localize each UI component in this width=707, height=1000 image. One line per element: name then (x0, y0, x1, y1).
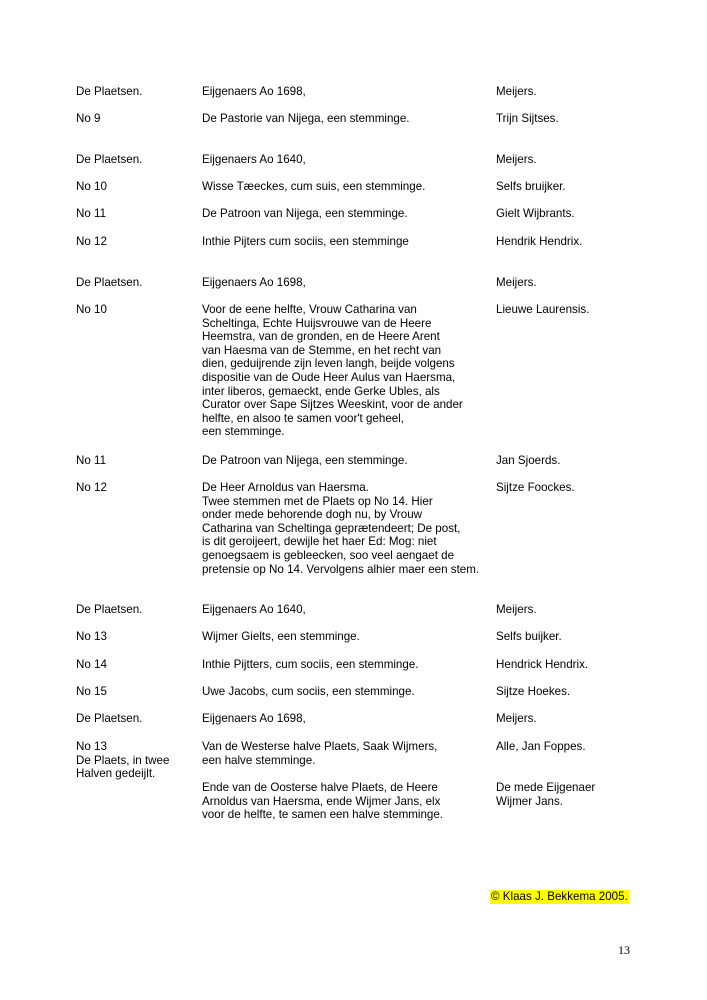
place-cell: No 10 (76, 180, 107, 193)
place-cell: De Plaetsen. (76, 712, 143, 725)
tenant-cell: Sijtze Hoekes. (496, 685, 571, 698)
place-cell: No 12 (76, 481, 107, 494)
tenant-cell: Sijtze Foockes. (496, 481, 575, 494)
owner-cell: De Patroon van Nijega, een stemminge. (202, 207, 408, 220)
owner-cell: Inthie Pijters cum sociis, een stemminge (202, 235, 409, 248)
tenant-cell: Meijers. (496, 712, 537, 725)
place-cell: No 13 (76, 630, 107, 643)
owner-cell: Eijgenaers Ao 1640, (202, 153, 306, 166)
place-cell: No 14 (76, 658, 107, 671)
owner-cell: Eijgenaers Ao 1698, (202, 712, 306, 725)
place-cell: No 12 (76, 235, 107, 248)
tenant-cell: Gielt Wijbrants. (496, 207, 575, 220)
tenant-cell: Meijers. (496, 85, 537, 98)
owner-cell: Wijmer Gielts, een stemminge. (202, 630, 360, 643)
tenant-cell: Selfs bruijker. (496, 180, 566, 193)
place-cell: No 10 (76, 303, 107, 316)
place-cell: No 11 (76, 454, 107, 467)
owner-cell: De Patroon van Nijega, een stemminge. (202, 454, 408, 467)
place-cell: De Plaetsen. (76, 276, 143, 289)
tenant-cell: Meijers. (496, 603, 537, 616)
owner-cell: Eijgenaers Ao 1698, (202, 276, 306, 289)
owner-cell: Eijgenaers Ao 1640, (202, 603, 306, 616)
place-cell: No 13 De Plaets, in twee Halven gedeijlt. (76, 740, 170, 781)
tenant-cell: Selfs buijker. (496, 630, 562, 643)
copyright-notice: © Klaas J. Bekkema 2005. (491, 890, 628, 903)
owner-cell: Eijgenaers Ao 1698, (202, 85, 306, 98)
place-cell: No 11 (76, 207, 107, 220)
place-cell: De Plaetsen. (76, 153, 143, 166)
tenant-cell: Meijers. (496, 276, 537, 289)
tenant-cell: Lieuwe Laurensis. (496, 303, 590, 316)
place-cell: No 15 (76, 685, 107, 698)
owner-cell: Inthie Pijtters, cum sociis, een stemminge. (202, 658, 419, 671)
owner-cell: Van de Westerse halve Plaets, Saak Wijmers, een halve stemminge. (202, 740, 438, 767)
owner-cell: De Heer Arnoldus van Haersma. Twee stemmen met de Plaets op No 14. Hier onder mede behorende dogh nu, by Vrouw Catharina van Scheltinga geprætendeert; De post, is dit geroijeert, dewijle het haer Ed: Mog: niet genoegsaem is gebleecken, soo veel aengaet de pretensie op No 14. Vervolgens alhier maer een stem. (202, 481, 480, 576)
place-cell: No 9 (76, 112, 101, 125)
owner-cell: Ende van de Oosterse halve Plaets, de Heere Arnoldus van Haersma, ende Wijmer Jans, elx voor de helfte, te samen een halve stemminge. (202, 781, 444, 822)
tenant-cell: Hendrick Hendrix. (496, 658, 589, 671)
place-cell: De Plaetsen. (76, 603, 143, 616)
tenant-cell: Meijers. (496, 153, 537, 166)
tenant-cell: Jan Sjoerds. (496, 454, 561, 467)
tenant-cell: Hendrik Hendrix. (496, 235, 583, 248)
page-number: 13 (618, 943, 630, 957)
owner-cell: Voor de eene helfte, Vrouw Catharina van Scheltinga, Echte Huijsvrouwe van de Heere Heemstra, van de gronden, en de Heere Arent van Haesma van de Stemme, en het recht van dien, geduijrende zijn leven langh, beijde volgens dispositie van de Oude Heer Aulus van Haersma, inter liberos, gemaeckt, ende Gerke Ubles, als Curator over Sape Sijtzes Weeskint, voor de ander helfte, en alsoo te samen voor't geheel, een stemminge. (202, 303, 463, 439)
owner-cell: Uwe Jacobs, cum sociis, een stemminge. (202, 685, 415, 698)
owner-cell: Wisse Tæeckes, cum suis, een stemminge. (202, 180, 426, 193)
tenant-cell: De mede Eijgenaer Wijmer Jans. (496, 781, 596, 808)
tenant-cell: Trijn Sijtses. (496, 112, 559, 125)
place-cell: De Plaetsen. (76, 85, 143, 98)
owner-cell: De Pastorie van Nijega, een stemminge. (202, 112, 410, 125)
tenant-cell: Alle, Jan Foppes. (496, 740, 586, 753)
